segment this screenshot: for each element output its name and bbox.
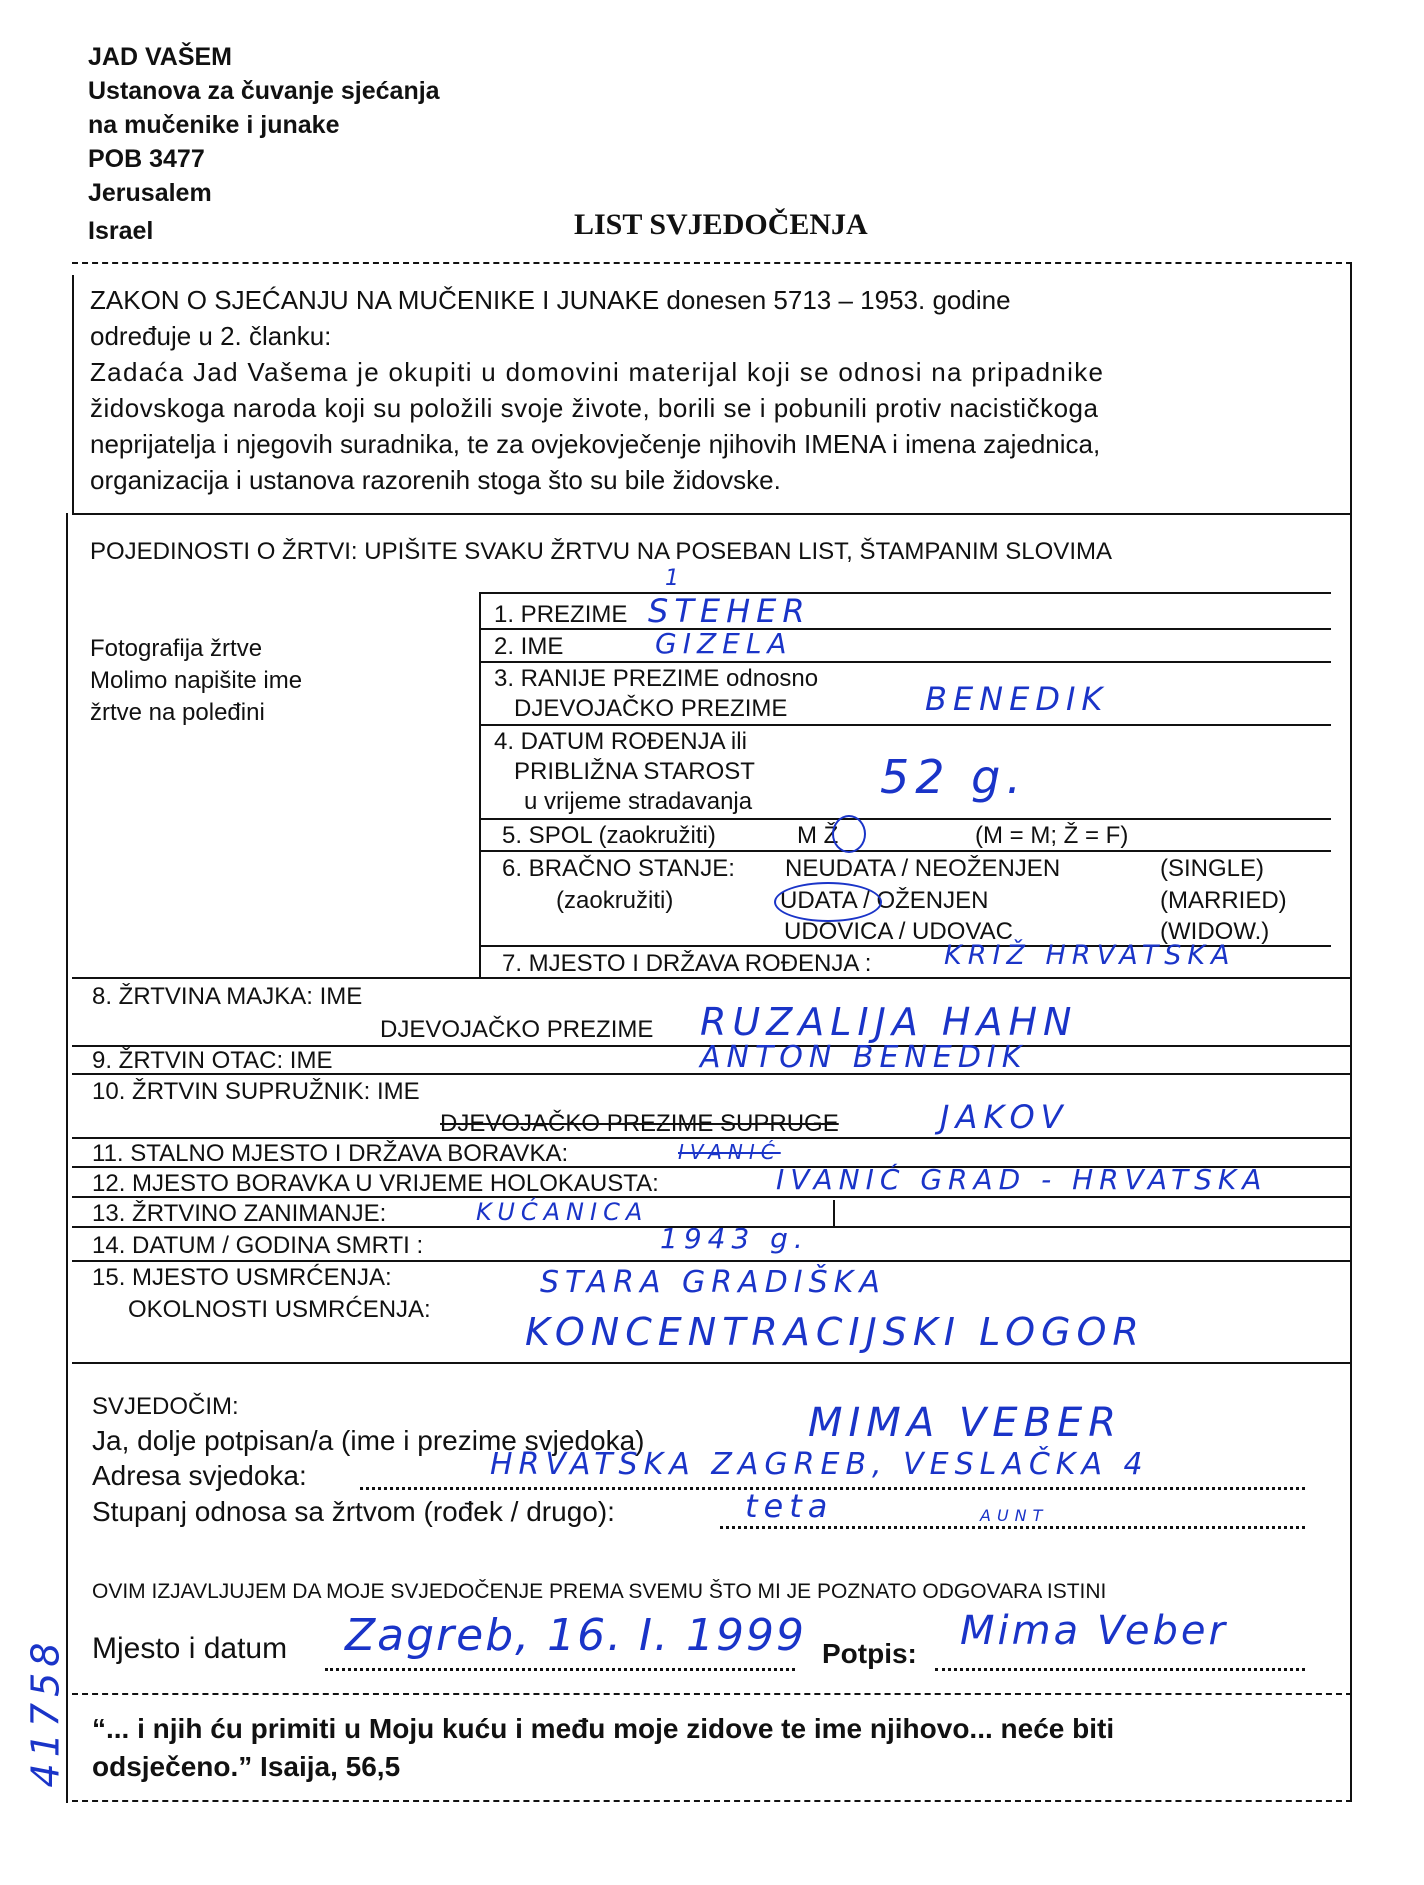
row-line bbox=[479, 818, 1331, 820]
row-line bbox=[72, 1260, 1352, 1262]
place-date-dots bbox=[325, 1668, 795, 1671]
death-circumstances-label: OKOLNOSTI USMRĆENJA: bbox=[128, 1296, 431, 1323]
org-line: POB 3477 bbox=[88, 145, 205, 173]
law-line: ZAKON O SJEĆANJU NA MUČENIKE I JUNAKE donesen 5713 – 1953. godine bbox=[90, 285, 1011, 315]
org-line: Israel bbox=[88, 217, 154, 245]
witness-address-value[interactable]: HRVATSKA ZAGREB, VESLAČKA 4 bbox=[490, 1447, 1149, 1482]
quote-line: “... i njih ću primiti u Moju kuću i među moje zidove te ime njihovo... neće biti bbox=[92, 1713, 1115, 1744]
marital-sublabel: (zaokružiti) bbox=[556, 887, 674, 914]
quote bbox=[92, 1710, 1114, 1786]
spouse-maiden-label: DJEVOJAČKO PREZIME SUPRUGE bbox=[440, 1110, 839, 1137]
occupation-value[interactable]: KUĆANICA bbox=[476, 1198, 649, 1226]
maiden-name-label bbox=[494, 664, 818, 724]
margin-archive-number: 41758 bbox=[23, 1636, 68, 1788]
organization-block bbox=[88, 40, 440, 248]
signature-dots bbox=[935, 1668, 1305, 1671]
org-line: JAD VAŠEM bbox=[88, 43, 233, 71]
circumstances-bottom-line bbox=[72, 1362, 1352, 1364]
org-line: na mučenike i junake bbox=[88, 111, 340, 139]
org-line: Jerusalem bbox=[88, 179, 212, 207]
witness-heading: SVJEDOČIM: bbox=[92, 1393, 239, 1420]
sex-label: 5. SPOL (zaokružiti) bbox=[502, 822, 716, 849]
spouse-value[interactable]: JAKOV bbox=[940, 1098, 1069, 1136]
father-label: 9. ŽRTVIN OTAC: IME bbox=[92, 1047, 333, 1074]
law-line: Zadaća Jad Vašema je okupiti u domovini materijal koji se odnosi na pripadnike bbox=[90, 357, 1105, 387]
death-date-value[interactable]: 1943 g. bbox=[660, 1222, 809, 1255]
witness-relation-dots bbox=[720, 1526, 1305, 1529]
death-place-value[interactable]: STARA GRADIŠKA bbox=[540, 1265, 886, 1300]
sex-selection-circle bbox=[832, 815, 866, 853]
birth-label-line: PRIBLIŽNA STAROST bbox=[514, 758, 755, 785]
marital-selection-circle bbox=[774, 882, 882, 922]
photo-note-line: žrtve na poleđini bbox=[90, 699, 265, 726]
marital-option-single[interactable]: NEUDATA / NEOŽENJEN bbox=[785, 855, 1061, 882]
law-line: židovskoga naroda koji su položili svoje živote, borili se i pobunili protiv nacističkoga bbox=[90, 393, 1099, 423]
death-date-label: 14. DATUM / GODINA SMRTI : bbox=[92, 1232, 424, 1259]
photo-area-left-border bbox=[66, 513, 68, 1803]
residence-label: 11. STALNO MJESTO I DRŽAVA BORAVKA: bbox=[92, 1140, 569, 1167]
row-line bbox=[479, 661, 1331, 663]
marital-option-widow-en: (WIDOW.) bbox=[1160, 918, 1270, 945]
place-date-value[interactable]: Zagreb, 16. I. 1999 bbox=[345, 1610, 806, 1661]
surname-value[interactable]: STEHER bbox=[648, 592, 811, 630]
signature-value[interactable]: Mima Veber bbox=[960, 1608, 1228, 1654]
sex-legend: (M = M; Ž = F) bbox=[975, 822, 1129, 849]
photo-note-line: Fotografija žrtve bbox=[90, 635, 263, 662]
residence-value[interactable]: IVANIĆ bbox=[678, 1140, 781, 1164]
first-name-label: 2. IME bbox=[494, 633, 564, 660]
witness-name-value[interactable]: MIMA VEBER bbox=[808, 1400, 1123, 1446]
maiden-name-label-line: DJEVOJAČKO PREZIME bbox=[514, 695, 788, 722]
fields-box-left bbox=[479, 592, 481, 977]
occupation-divider bbox=[833, 1200, 835, 1228]
marital-option-married[interactable]: UDATA / OŽENJEN bbox=[780, 887, 989, 914]
signature-label: Potpis: bbox=[822, 1638, 917, 1669]
birth-value[interactable]: 52 g. bbox=[880, 750, 1027, 804]
law-box-right-border bbox=[1350, 262, 1352, 1800]
mother-maiden-label: DJEVOJAČKO PREZIME bbox=[380, 1016, 654, 1043]
surname-label: 1. PREZIME bbox=[494, 601, 628, 628]
row-line bbox=[479, 592, 1331, 594]
row-line bbox=[479, 850, 1331, 852]
org-line: Ustanova za čuvanje sjećanja bbox=[88, 77, 440, 105]
birthplace-label: 7. MJESTO I DRŽAVA ROĐENJA : bbox=[502, 950, 872, 977]
mother-value[interactable]: RUZALIJA HAHN bbox=[700, 1000, 1078, 1044]
birth-label-line: 4. DATUM ROĐENJA ili bbox=[494, 728, 747, 755]
bottom-dashed-divider bbox=[72, 1800, 1352, 1802]
law-line: organizacija i ustanova razorenih stoga što su bile židovske. bbox=[90, 465, 781, 495]
witness-relation-label: Stupanj odnosa sa žrtvom (rođek / drugo): bbox=[92, 1496, 615, 1527]
place-date-label: Mjesto i datum bbox=[92, 1632, 288, 1665]
maiden-name-value[interactable]: BENEDIK bbox=[925, 680, 1109, 718]
law-text bbox=[90, 282, 1104, 498]
holocaust-residence-value[interactable]: IVANIĆ GRAD - HRVATSKA bbox=[776, 1163, 1268, 1196]
marital-option-single-en: (SINGLE) bbox=[1160, 855, 1265, 882]
father-value[interactable]: ANTON BENEDIK bbox=[700, 1040, 1028, 1075]
occupation-label: 13. ŽRTVINO ZANIMANJE: bbox=[92, 1200, 387, 1227]
law-line: neprijatelja i njegovih suradnika, te za ovjekovječenje njihovih IMENA i imena zajednica, bbox=[90, 429, 1101, 459]
form-title: LIST SVJEDOČENJA bbox=[574, 208, 868, 241]
sex-options[interactable]: M Ž bbox=[797, 822, 839, 849]
birth-label bbox=[494, 727, 755, 817]
law-box-left-border bbox=[72, 275, 74, 513]
surname-mark: 1 bbox=[665, 566, 685, 591]
mother-label: 8. ŽRTVINA MAJKA: IME bbox=[92, 983, 363, 1010]
birth-label-line: u vrijeme stradavanja bbox=[524, 788, 753, 815]
law-box-bottom bbox=[72, 513, 1352, 515]
holocaust-residence-label: 12. MJESTO BORAVKA U VRIJEME HOLOKAUSTA: bbox=[92, 1170, 659, 1197]
first-name-value[interactable]: GIZELA bbox=[655, 627, 793, 660]
maiden-name-label-line: 3. RANIJE PREZIME odnosno bbox=[494, 665, 819, 692]
spouse-label: 10. ŽRTVIN SUPRUŽNIK: IME bbox=[92, 1078, 420, 1105]
death-place-label: 15. MJESTO USMRĆENJA: bbox=[92, 1264, 392, 1291]
marital-option-married-en: (MARRIED) bbox=[1160, 887, 1287, 914]
death-circumstances-value[interactable]: KONCENTRACIJSKI LOGOR bbox=[525, 1310, 1145, 1354]
witness-name-label: Ja, dolje potpisan/a (ime i prezime svjedoka) bbox=[92, 1425, 645, 1456]
declaration-text: OVIM IZJAVLJUJEM DA MOJE SVJEDOČENJE PREMA SVEMU ŠTO MI JE POZNATO ODGOVARA ISTINI bbox=[92, 1580, 1107, 1603]
law-line: određuje u 2. članku: bbox=[90, 321, 332, 351]
photo-note-line: Molimo napišite ime bbox=[90, 667, 303, 694]
row-line bbox=[479, 724, 1331, 726]
top-dashed-divider bbox=[72, 262, 1352, 264]
witness-address-label: Adresa svjedoka: bbox=[92, 1460, 307, 1491]
signature-dashed-divider bbox=[72, 1693, 1352, 1695]
witness-relation-en: AUNT bbox=[980, 1506, 1049, 1525]
photo-note bbox=[90, 633, 302, 729]
marital-option-widow[interactable]: UDOVICA / UDOVAC bbox=[784, 918, 1013, 945]
quote-line: odsječeno.” Isaija, 56,5 bbox=[92, 1751, 401, 1782]
birthplace-value[interactable]: KRIŽ HRVATSKA bbox=[944, 940, 1236, 971]
marital-label: 6. BRAČNO STANJE: bbox=[502, 855, 735, 882]
victim-section-heading: POJEDINOSTI O ŽRTVI: UPIŠITE SVAKU ŽRTVU NA POSEBAN LIST, ŠTAMPANIM SLOVIMA bbox=[90, 538, 1112, 565]
witness-relation-value[interactable]: teta bbox=[745, 1487, 834, 1525]
